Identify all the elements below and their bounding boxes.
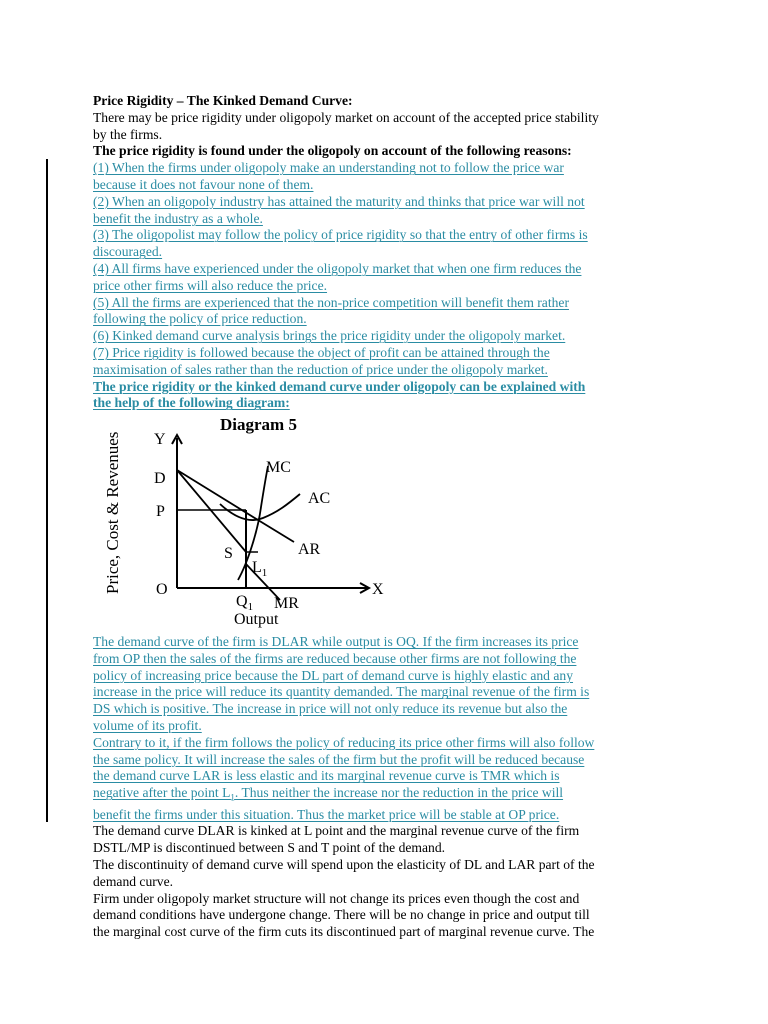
closing-line: DSTL/MP is discontinued between S and T point of the demand. xyxy=(93,840,446,856)
explanation-line: Contrary to it, if the firm follows the policy of reducing its price other firms will also follow xyxy=(93,734,595,750)
diagram-intro-line: The price rigidity or the kinked demand curve under oligopoly can be explained with xyxy=(93,378,586,394)
explanation-line: the same policy. It will increase the sales of the firm but the profit will be reduced because xyxy=(93,751,585,767)
explanation-line: DS which is positive. The increase in price will not only reduce its revenue but also the xyxy=(93,701,568,717)
explanation-line: increase in the price will reduce its quantity demanded. The marginal revenue of the firm is xyxy=(93,684,590,700)
intro-line: There may be price rigidity under oligopoly market on account of the accepted price stability xyxy=(93,109,599,125)
reason-line: (2) When an oligopoly industry has attained the maturity and thinks that price war will not xyxy=(93,193,585,209)
reason-line: discouraged. xyxy=(93,244,163,260)
top-text-block xyxy=(93,93,673,412)
reason-line: (7) Price rigidity is followed because the object of profit can be attained through the xyxy=(93,344,550,360)
reason-line: (3) The oligopolist may follow the policy of price rigidity so that the entry of other firms is xyxy=(93,227,588,243)
explanation-line-subscript: negative after the point $L_1$. Thus neither the increase nor the reduction in the price will xyxy=(93,785,564,803)
explanation-line: the demand curve LAR is less elastic and its marginal revenue curve is TMR which is xyxy=(93,768,560,784)
origin-label: O xyxy=(156,581,168,598)
intro-line: by the firms. xyxy=(93,126,163,142)
closing-line: demand conditions have undergone change. There will be no change in price and output till xyxy=(93,907,590,923)
reason-line: following the policy of price reduction. xyxy=(93,311,307,327)
explanation-line: policy of increasing price because the DL part of demand curve is highly elastic and any xyxy=(93,667,574,683)
mc-label: MC xyxy=(266,459,291,476)
reason-line: (4) All firms have experienced under the oligopoly market that when one firm reduces the xyxy=(93,260,582,276)
diagram-intro-line: the help of the following diagram: xyxy=(93,395,290,411)
q1-label: $Q_1$ xyxy=(236,593,254,613)
closing-line: The demand curve DLAR is kinked at L point and the marginal revenue curve of the firm xyxy=(93,823,580,839)
x-axis-title: Output xyxy=(234,611,279,628)
mr-label: MR xyxy=(274,595,299,612)
reason-line: price other firms will also reduce the price. xyxy=(93,277,328,293)
kinked-demand-diagram xyxy=(98,412,398,632)
y-axis-title: Price, Cost & Revenues xyxy=(103,431,122,594)
reason-line: (1) When the firms under oligopoly make an understanding not to follow the price war xyxy=(93,160,564,176)
reasons-heading: The price rigidity is found under the oligopoly on account of the following reasons: xyxy=(93,143,572,159)
bottom-text-block xyxy=(93,634,673,941)
explanation-line: benefit the firms under this situation. Thus the market price will be stable at OP price. xyxy=(93,806,560,822)
explanation-line: volume of its profit. xyxy=(93,717,202,733)
reason-line: maximisation of sales rather than the reduction of price under the oligopoly market. xyxy=(93,361,548,377)
x-label: X xyxy=(372,581,384,598)
reason-line: (5) All the firms are experienced that the non-price competition will benefit them rather xyxy=(93,294,569,310)
s-label: S xyxy=(224,545,233,562)
closing-line: demand curve. xyxy=(93,873,174,889)
ac-label: AC xyxy=(308,490,331,507)
p-label: P xyxy=(156,503,165,520)
diagram-svg xyxy=(98,412,398,632)
explanation-line: The demand curve of the firm is DLAR while output is OQ. If the firm increases its price xyxy=(93,634,579,649)
reason-line: benefit the industry as a whole. xyxy=(93,210,263,226)
l1-label: $L_1$ xyxy=(252,559,268,579)
margin-change-bar xyxy=(46,159,48,822)
demand-curve-dlar xyxy=(177,470,294,542)
diagram-title: Diagram 5 xyxy=(220,415,297,434)
y-label: Y xyxy=(154,431,166,448)
ar-label: AR xyxy=(298,541,321,558)
reason-line: (6) Kinked demand curve analysis brings the price rigidity under the oligopoly market. xyxy=(93,328,566,344)
closing-line: the marginal cost curve of the firm cuts its discontinued part of marginal revenue curve. The xyxy=(93,924,595,940)
closing-line: The discontinuity of demand curve will spend upon the elasticity of DL and LAR part of the xyxy=(93,857,595,873)
explanation-line: from OP then the sales of the firms are reduced because other firms are not following the xyxy=(93,650,577,666)
section-heading: Price Rigidity – The Kinked Demand Curve: xyxy=(93,93,353,108)
closing-line: Firm under oligopoly market structure will not change its prices even though the cost and xyxy=(93,890,580,906)
reason-line: because it does not favour none of them. xyxy=(93,176,314,192)
d-label: D xyxy=(154,470,166,487)
